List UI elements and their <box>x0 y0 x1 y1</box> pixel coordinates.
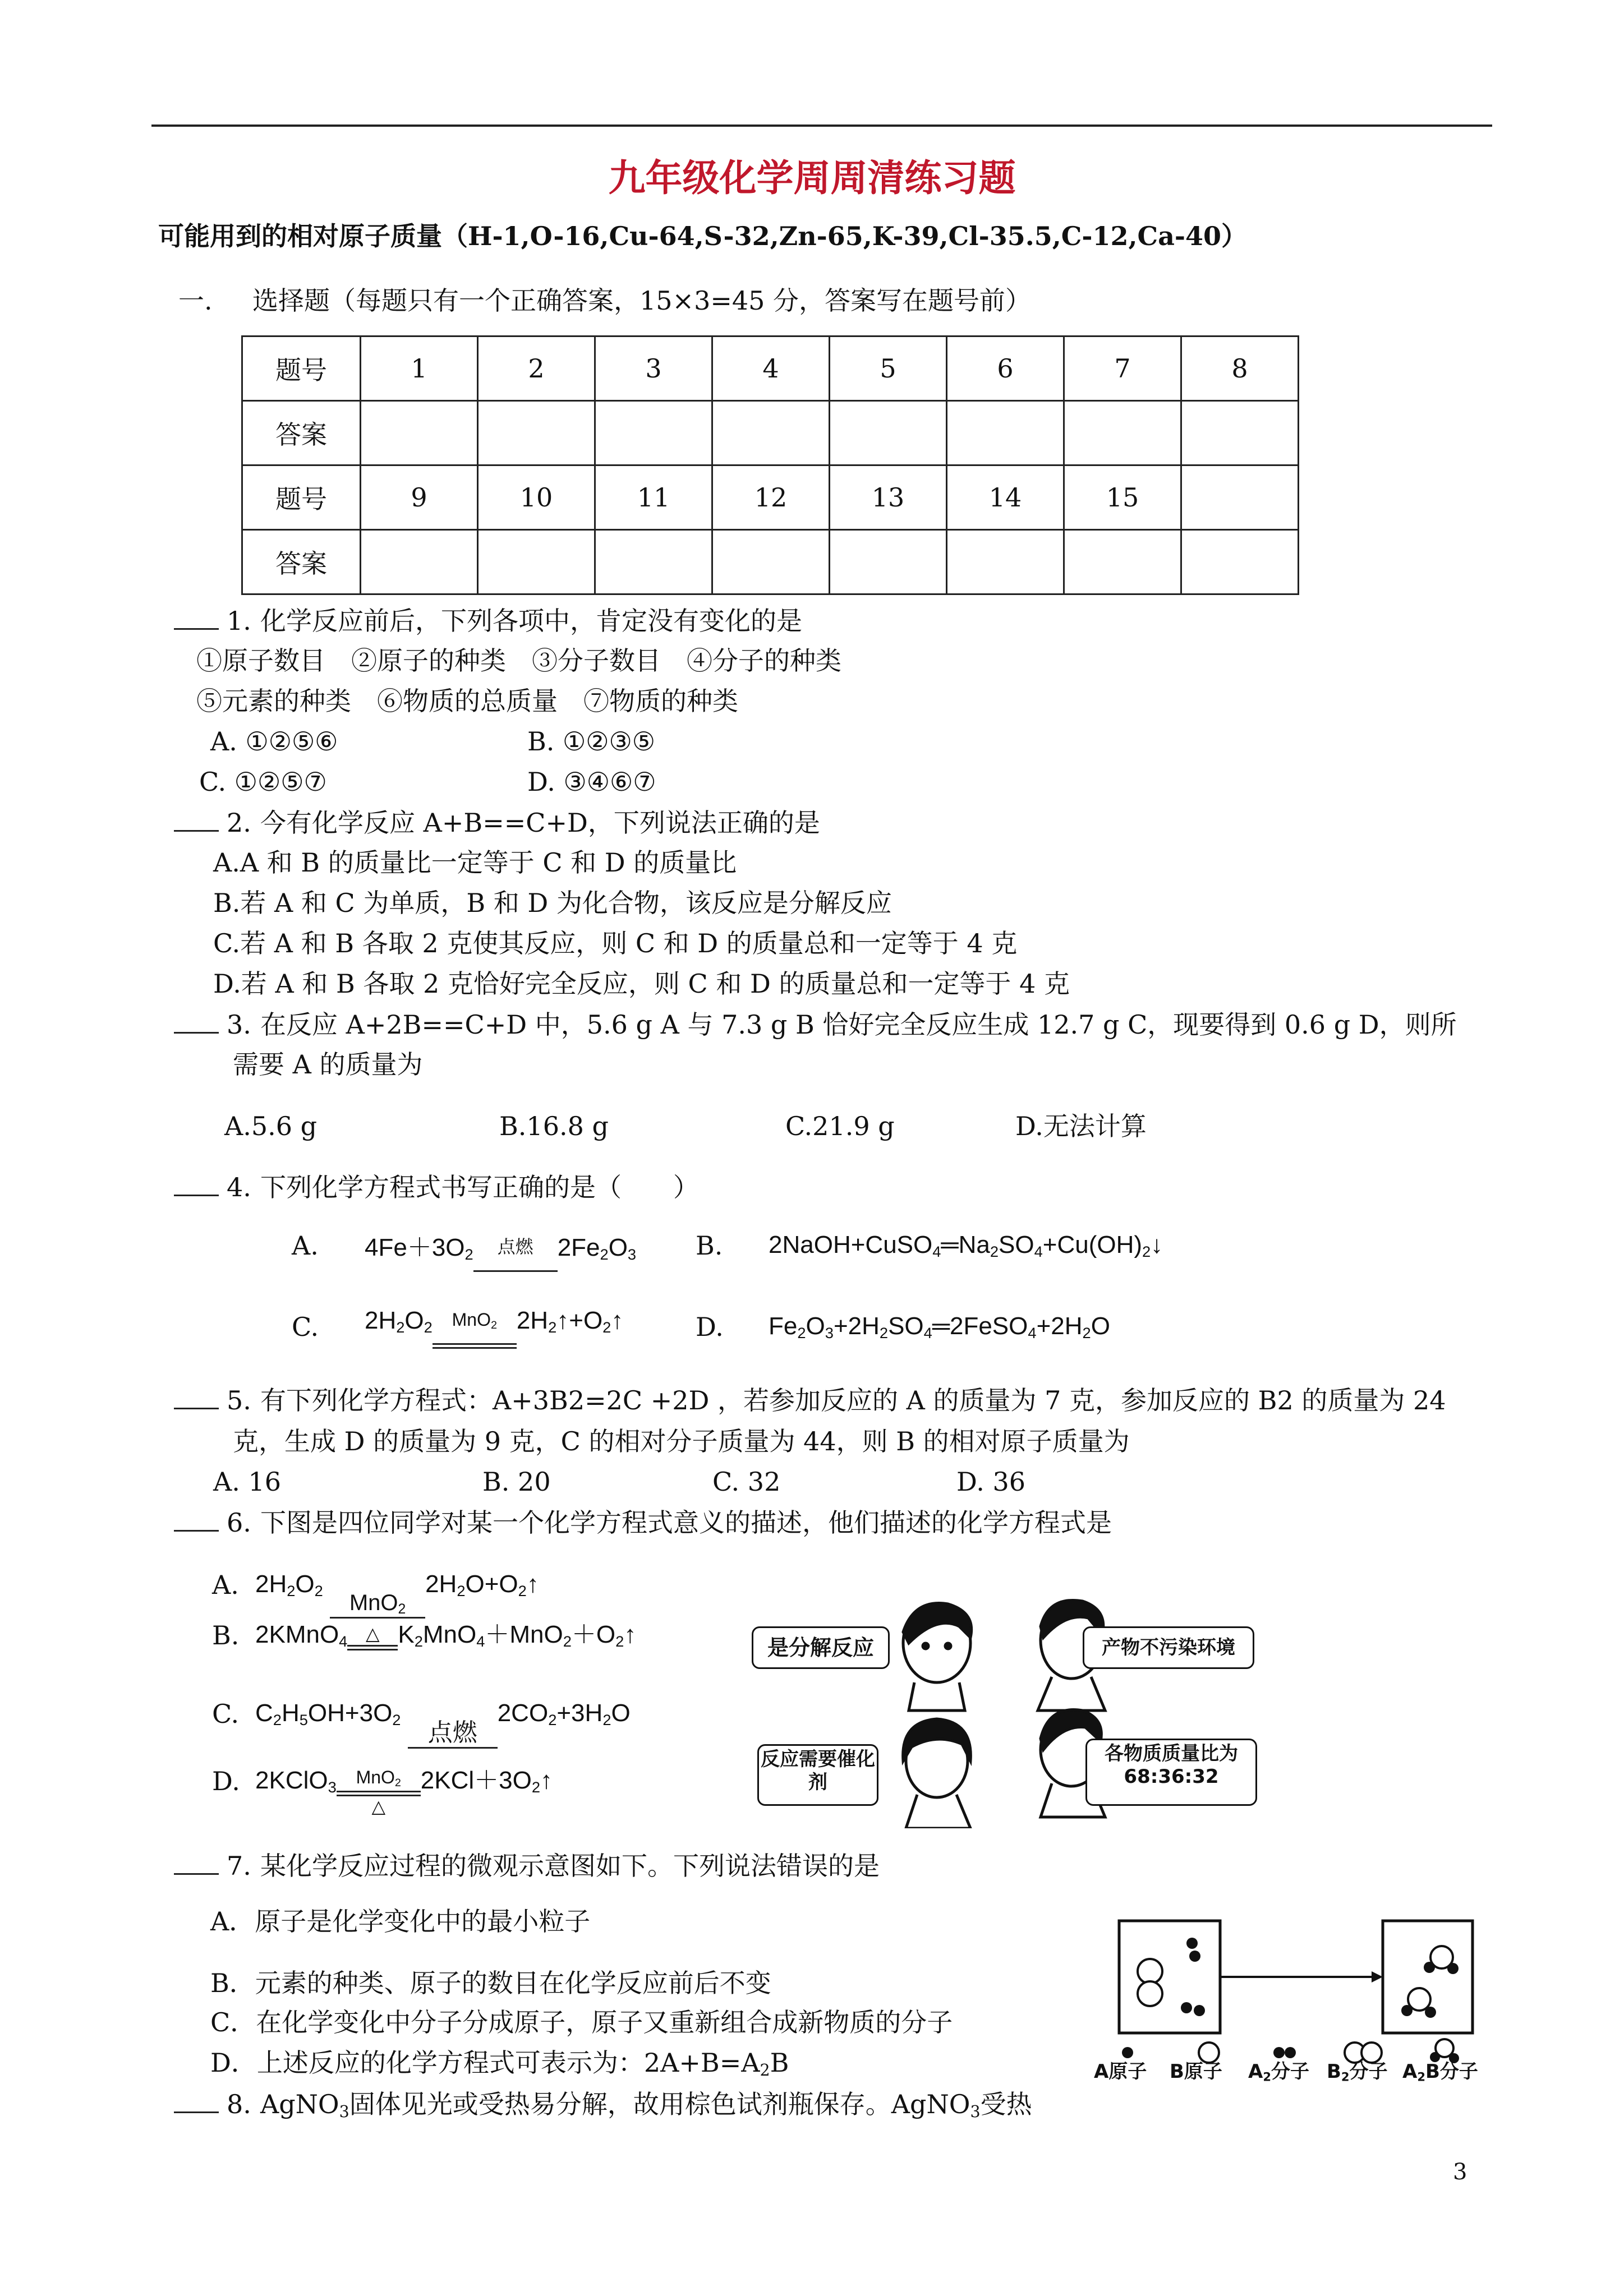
q6-option-b-label[interactable]: B. <box>212 1620 240 1650</box>
top-rule <box>151 125 1492 127</box>
table-row <box>242 401 1299 465</box>
q5-stem-cont: 克，生成 D 的质量为 9 克，C 的相对分子质量为 44，则 B 的相对原子质量为 <box>233 1426 1130 1456</box>
a-atom-icon <box>1401 2005 1413 2016</box>
answer-blank[interactable] <box>174 1507 219 1532</box>
legend-b-atom-label: B原子 <box>1170 2060 1222 2083</box>
q4-equation-c: $2H_2O_2$ MnO$_2$ $2H_2↑+O_2↑$ <box>365 1307 623 1335</box>
a-atom-icon <box>1425 2007 1436 2018</box>
answer-blank[interactable] <box>174 2089 219 2113</box>
answer-blank[interactable] <box>174 1009 219 1034</box>
question-7: 7. 某化学反应过程的微观示意图如下。下列说法错误的是 <box>174 1851 880 1881</box>
a-atom-icon <box>1447 1963 1459 1974</box>
q1-option-a[interactable]: A. ①②⑤⑥ <box>210 726 338 757</box>
question-4: 4. 下列化学方程式书写正确的是（ ） <box>174 1172 699 1202</box>
table-cell: 7 <box>1064 336 1181 401</box>
table-cell: 1 <box>361 336 478 401</box>
q4-option-c-label[interactable]: C. <box>292 1312 319 1342</box>
a-atom-icon <box>1189 1951 1200 1962</box>
answer-cell[interactable] <box>361 401 478 465</box>
q7-option-b[interactable]: B．元素的种类、原子的数目在化学反应前后不变 <box>210 1968 771 1998</box>
q1-option-d[interactable]: D. ③④⑥⑦ <box>527 767 656 797</box>
question-6: 6. 下图是四位同学对某一个化学方程式意义的描述，他们描述的化学方程式是 <box>174 1507 1112 1538</box>
q2-option-d[interactable]: D.若 A 和 B 各取 2 克恰好完全反应，则 C 和 D 的质量总和一定等于 4 克 <box>213 969 1070 999</box>
q3-option-b[interactable]: B.16.8 g <box>499 1111 609 1141</box>
q7-option-c[interactable]: C．在化学变化中分子分成原子，原子又重新组合成新物质的分子 <box>210 2007 953 2037</box>
q6-equation-c: $C_2H_5OH+3O_2$ 点燃 $2CO_2+3H_2O$ <box>255 1699 631 1728</box>
table-cell: 15 <box>1064 465 1181 530</box>
table-cell: 5 <box>830 336 947 401</box>
answer-blank[interactable] <box>174 606 219 630</box>
table-row <box>242 465 1299 530</box>
table-cell-label: 题号 <box>242 336 361 401</box>
q1-items-line1: ①原子数目 ②原子的种类 ③分子数目 ④分子的种类 <box>196 646 841 676</box>
table-cell: 4 <box>712 336 830 401</box>
table-cell-label: 题号 <box>242 465 361 530</box>
a-atom-icon <box>1181 2002 1192 2013</box>
legend-a-atom-icon <box>1122 2047 1133 2058</box>
answer-cell[interactable] <box>478 401 595 465</box>
answer-cell[interactable] <box>1181 401 1299 465</box>
q2-option-a[interactable]: A.A 和 B 的质量比一定等于 C 和 D 的质量比 <box>213 847 737 878</box>
q3-option-d[interactable]: D.无法计算 <box>1015 1111 1147 1141</box>
student-3-icon <box>903 1719 971 1828</box>
b-atom-icon <box>1138 1959 1162 1984</box>
page-title: 九年级化学周周清练习题 <box>608 156 1016 200</box>
table-cell: 3 <box>595 336 712 401</box>
table-row <box>242 336 1299 401</box>
answer-blank[interactable] <box>174 1385 219 1409</box>
answer-cell[interactable] <box>1064 401 1181 465</box>
answer-cell[interactable] <box>595 401 712 465</box>
legend-a2-molecule-icon <box>1285 2047 1296 2058</box>
q6-equation-b: 2KMnO$_4$ △ $K_2MnO_4+MnO_2+O_2↑$ <box>255 1621 637 1650</box>
legend-a-atom-label: A原子 <box>1094 2060 1147 2083</box>
question-5: 5. 有下列化学方程式：A+3B2=2C +2D ，若参加反应的 A 的质量为 7 克，参加反应的 B2 的质量为 24 <box>174 1385 1446 1416</box>
answer-cell[interactable] <box>830 401 947 465</box>
legend-b2-label: $B_2$分子 <box>1327 2060 1388 2084</box>
answer-cell[interactable] <box>712 401 830 465</box>
page-number: 3 <box>1453 2159 1467 2185</box>
q1-items-line2: ⑤元素的种类 ⑥物质的总质量 ⑦物质的种类 <box>196 686 738 716</box>
answer-cell[interactable] <box>361 530 478 594</box>
q5-option-c[interactable]: C. 32 <box>712 1467 781 1497</box>
answer-cell[interactable] <box>595 530 712 594</box>
answer-cell[interactable] <box>947 401 1064 465</box>
question-2: 2. 今有化学反应 A+B==C+D，下列说法正确的是 <box>174 808 820 838</box>
q5-option-a[interactable]: A. 16 <box>213 1467 281 1497</box>
speech-bubble-2: 产物不污染环境 <box>1083 1626 1254 1669</box>
answer-blank[interactable] <box>174 1851 219 1875</box>
question-3: 3. 在反应 A+2B==C+D 中，5.6 g A 与 7.3 g B 恰好完全反应生成 12.7 g C，现要得到 0.6 g D，则所 <box>174 1009 1457 1040</box>
table-row <box>242 530 1299 594</box>
legend-a2-label: $A_2$分子 <box>1248 2060 1309 2084</box>
q1-option-b[interactable]: B. ①②③⑤ <box>527 726 656 757</box>
table-cell: 12 <box>712 465 830 530</box>
q6-option-d-label[interactable]: D. <box>212 1766 240 1796</box>
speech-bubble-4: 各物质质量比为 68:36:32 <box>1085 1739 1257 1806</box>
q5-option-d[interactable]: D. 36 <box>956 1467 1026 1497</box>
atomic-masses-line: 可能用到的相对原子质量（H-1,O-16,Cu-64,S-32,Zn-65,K-39,Cl-35.5,C-12,Ca-40） <box>158 221 1248 251</box>
a-atom-icon <box>1194 2005 1205 2016</box>
table-cell: 14 <box>947 465 1064 530</box>
q4-equation-a: $4Fe+3O_2$ 点燃 $2Fe_2O_3$ <box>365 1234 636 1262</box>
answer-cell[interactable] <box>1181 530 1299 594</box>
q4-equation-b: $2NaOH+CuSO_4═Na_2SO_4+Cu(OH)_2↓$ <box>769 1231 1163 1260</box>
q6-option-c-label[interactable]: C. <box>212 1699 240 1729</box>
table-cell-label: 答案 <box>242 530 361 594</box>
q3-option-a[interactable]: A.5.6 g <box>224 1111 318 1141</box>
answer-table <box>241 335 1299 595</box>
speech-bubble-3: 反应需要催化剂 <box>757 1744 878 1806</box>
q6-equation-d: 2KClO$_3$ MnO$_2$ △ $2KCl+3O_2↑$ <box>255 1767 553 1816</box>
table-cell: 8 <box>1181 336 1299 401</box>
table-cell: 13 <box>830 465 947 530</box>
q3-stem-cont: 需要 A 的质量为 <box>233 1049 423 1080</box>
answer-cell[interactable] <box>712 530 830 594</box>
speech-bubble-1: 是分解反应 <box>752 1626 890 1669</box>
table-cell <box>1181 465 1299 530</box>
q4-equation-d: $Fe_2O_3+2H_2SO_4═2FeSO_4+2H_2O$ <box>769 1312 1110 1341</box>
answer-cell[interactable] <box>947 530 1064 594</box>
table-cell: 9 <box>361 465 478 530</box>
answer-blank[interactable] <box>174 1172 219 1196</box>
answer-cell[interactable] <box>1064 530 1181 594</box>
answer-blank[interactable] <box>174 808 219 832</box>
question-8: 8. AgNO$_3$固体见光或受热易分解，故用棕色试剂瓶保存。AgNO$_3$受热 <box>174 2089 1032 2119</box>
q1-option-c[interactable]: C. ①②⑤⑦ <box>199 767 327 797</box>
table-cell: 6 <box>947 336 1064 401</box>
legend-a2b-label: $A_2B$分子 <box>1402 2060 1478 2084</box>
answer-cell[interactable] <box>478 530 595 594</box>
section-number: 一. <box>178 285 213 316</box>
table-cell: 2 <box>478 336 595 401</box>
arrow-head-icon <box>1372 1971 1383 1983</box>
a-atom-icon <box>1186 1938 1198 1949</box>
q4-option-d-label[interactable]: D. <box>696 1312 724 1342</box>
q5-option-b[interactable]: B. 20 <box>482 1467 551 1497</box>
q6-equation-a: $2H_2O_2$ MnO$_2$ $2H_2O+O_2↑$ <box>255 1570 539 1599</box>
q7-option-d[interactable]: D．上述反应的化学方程式可表示为：$2A+B=A_2B$ <box>210 2048 789 2080</box>
b-atom-icon <box>1138 1981 1162 2006</box>
section-heading: 选择题（每题只有一个正确答案，15×3=45 分，答案写在题号前） <box>252 285 1032 316</box>
legend-b-atom-icon <box>1199 2043 1219 2063</box>
a-atom-icon <box>1424 1962 1435 1973</box>
q2-option-c[interactable]: C.若 A 和 B 各取 2 克使其反应，则 C 和 D 的质量总和一定等于 4 克 <box>213 928 1018 958</box>
q3-option-c[interactable]: C.21.9 g <box>785 1111 895 1141</box>
legend-b2-molecule-icon <box>1361 2043 1382 2063</box>
table-cell: 10 <box>478 465 595 530</box>
q4-option-b-label[interactable]: B. <box>696 1230 723 1261</box>
table-cell: 11 <box>595 465 712 530</box>
reactant-box <box>1119 1921 1220 2033</box>
question-1: 1. 化学反应前后，下列各项中，肯定没有变化的是 <box>174 606 802 636</box>
answer-cell[interactable] <box>830 530 947 594</box>
q4-option-a-label[interactable]: A. <box>292 1230 319 1261</box>
legend-a2-molecule-icon <box>1273 2047 1285 2058</box>
q2-option-b[interactable]: B.若 A 和 C 为单质，B 和 D 为化合物，该反应是分解反应 <box>213 888 892 918</box>
q7-option-a[interactable]: A．原子是化学变化中的最小粒子 <box>210 1906 591 1937</box>
table-cell-label: 答案 <box>242 401 361 465</box>
student-1-icon <box>903 1603 972 1711</box>
q6-option-a-label[interactable]: A. <box>212 1570 239 1600</box>
